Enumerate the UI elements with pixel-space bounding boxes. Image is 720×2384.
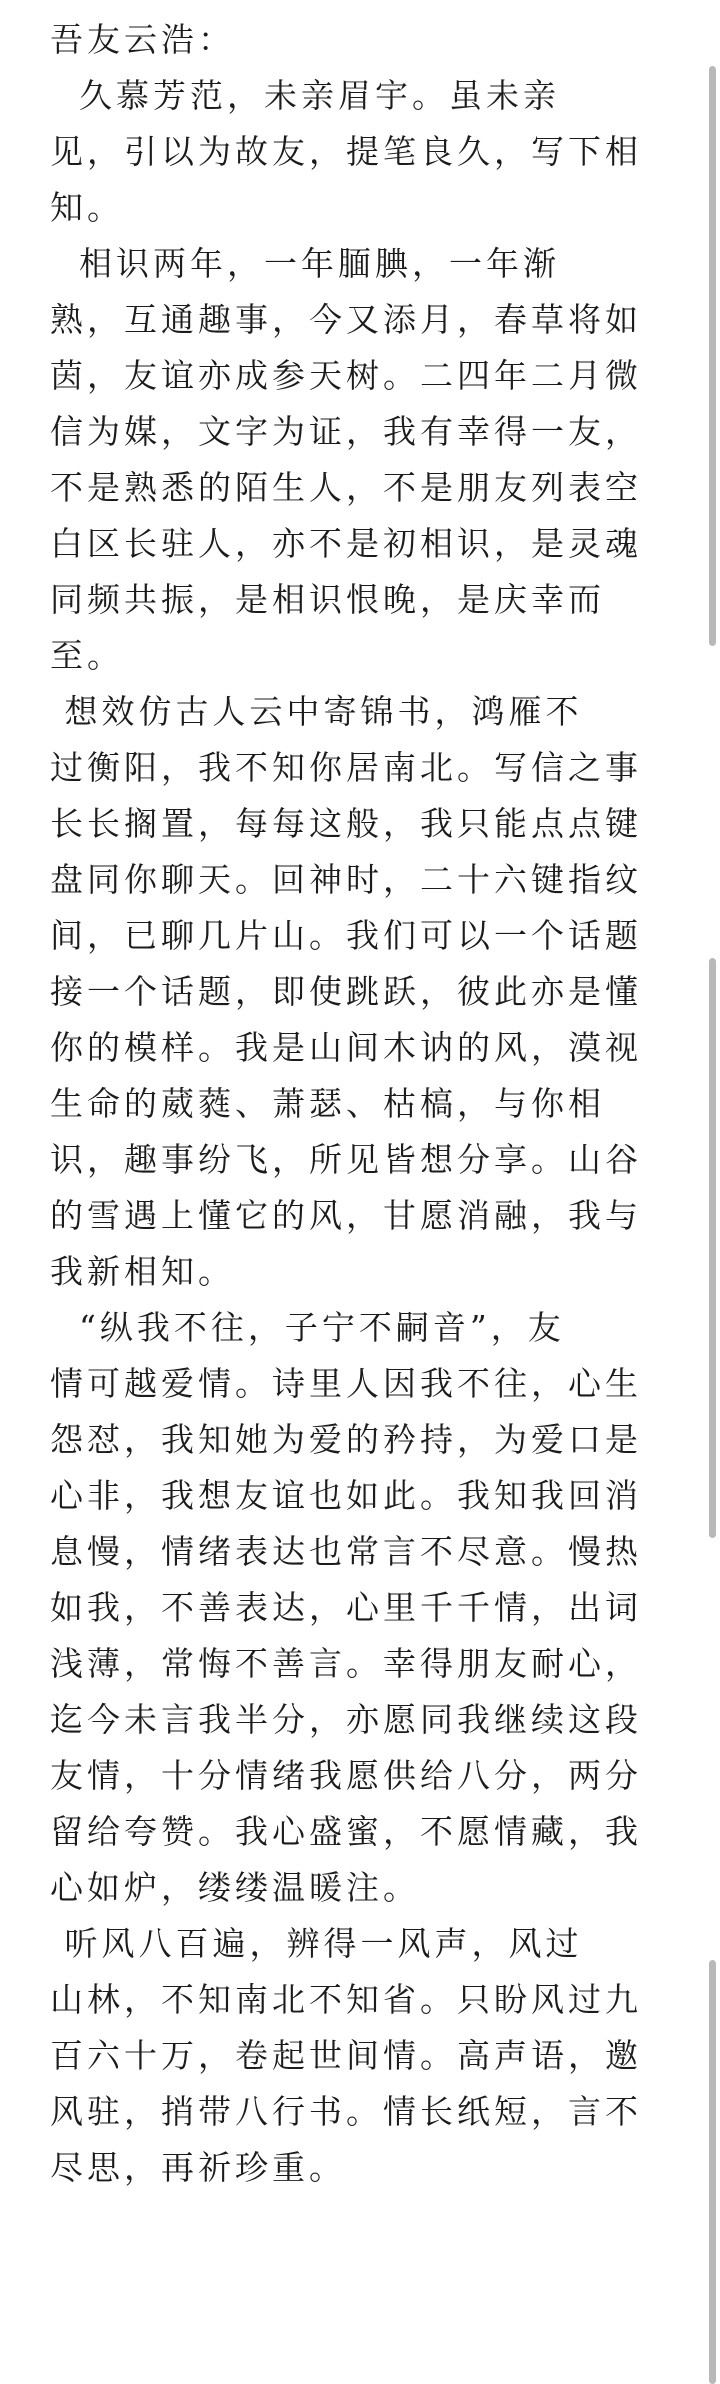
letter-paragraphs	[50, 68, 690, 2196]
letter-body	[50, 12, 690, 2196]
scrollbar-thumb[interactable]	[709, 66, 716, 646]
paragraph-line: 盘同你聊天。回神时，二十六键指纹	[50, 860, 642, 899]
paragraph-line: 浅薄，常悔不善言。幸得朋友耐心，	[50, 1644, 642, 1683]
paragraph-line: 识，趣事纷飞，所见皆想分享。山谷	[50, 1140, 642, 1179]
paragraph-line: 久慕芳范，未亲眉宇。虽未亲	[50, 76, 560, 115]
paragraph-line: 山林，不知南北不知省。只盼风过九	[50, 1980, 642, 2019]
paragraph-line: 相识两年，一年腼腆，一年渐	[50, 244, 560, 283]
paragraph	[50, 1300, 690, 1916]
paragraph-line: 心非，我想友谊也如此。我知我回消	[50, 1476, 642, 1515]
paragraph-line: 信为媒，文字为证，我有幸得一友，	[50, 412, 642, 451]
paragraph-line: 我新相知。	[50, 1252, 235, 1291]
paragraph-line: 接一个话题，即使跳跃，彼此亦是懂	[50, 972, 642, 1011]
paragraph	[50, 1916, 690, 2196]
paragraph-line: 怨怼，我知她为爱的矜持，为爱口是	[50, 1420, 642, 1459]
scrollbar-thumb[interactable]	[709, 958, 716, 1538]
paragraph-line: 息慢，情绪表达也常言不尽意。慢热	[50, 1532, 642, 1571]
paragraph-line: 长长搁置，每每这般，我只能点点键	[50, 804, 642, 843]
scrollbar-track[interactable]	[702, 0, 720, 2384]
paragraph-line: 生命的葳蕤、萧瑟、枯槁，与你相	[50, 1084, 605, 1123]
paragraph	[50, 236, 690, 684]
paragraph-line: 白区长驻人，亦不是初相识，是灵魂	[50, 524, 642, 563]
paragraph-line: 见，引以为故友，提笔良久，写下相	[50, 132, 642, 171]
paragraph-line: 情可越爱情。诗里人因我不往，心生	[50, 1364, 642, 1403]
paragraph-line: 的雪遇上懂它的风，甘愿消融，我与	[50, 1196, 642, 1235]
paragraph-line: “纵我不往，子宁不嗣音”，友	[50, 1308, 565, 1347]
paragraph-line: 听风八百遍，辨得一风声，风过	[50, 1924, 583, 1963]
paragraph-line: 过衡阳，我不知你居南北。写信之事	[50, 748, 642, 787]
paragraph-line: 茵，友谊亦成参天树。二四年二月微	[50, 356, 642, 395]
paragraph-line: 百六十万，卷起世间情。高声语，邀	[50, 2036, 642, 2075]
paragraph-line: 你的模样。我是山间木讷的风，漠视	[50, 1028, 642, 1067]
salutation: 吾友云浩：	[50, 20, 235, 59]
paragraph-line: 留给夸赞。我心盛蜜，不愿情藏，我	[50, 1812, 642, 1851]
paragraph-line: 至。	[50, 636, 124, 675]
paragraph-line: 想效仿古人云中寄锦书，鸿雁不	[50, 692, 583, 731]
paragraph-line: 迄今未言我半分，亦愿同我继续这段	[50, 1700, 642, 1739]
paragraph-line: 知。	[50, 188, 124, 227]
paragraph-line: 同频共振，是相识恨晚，是庆幸而	[50, 580, 605, 619]
paragraph-line: 尽思，再祈珍重。	[50, 2148, 346, 2187]
paragraph-line: 心如炉，缕缕温暖注。	[50, 1868, 420, 1907]
paragraph-line: 如我，不善表达，心里千千情，出词	[50, 1588, 642, 1627]
paragraph	[50, 684, 690, 1300]
paragraph-line: 友情，十分情绪我愿供给八分，两分	[50, 1756, 642, 1795]
paragraph-line: 熟，互通趣事，今又添月，春草将如	[50, 300, 642, 339]
paragraph-line: 不是熟悉的陌生人，不是朋友列表空	[50, 468, 642, 507]
paragraph	[50, 68, 690, 236]
paragraph-line: 间，已聊几片山。我们可以一个话题	[50, 916, 642, 955]
scrollbar-thumb[interactable]	[709, 1960, 716, 2384]
paragraph-line: 风驻，捎带八行书。情长纸短，言不	[50, 2092, 642, 2131]
